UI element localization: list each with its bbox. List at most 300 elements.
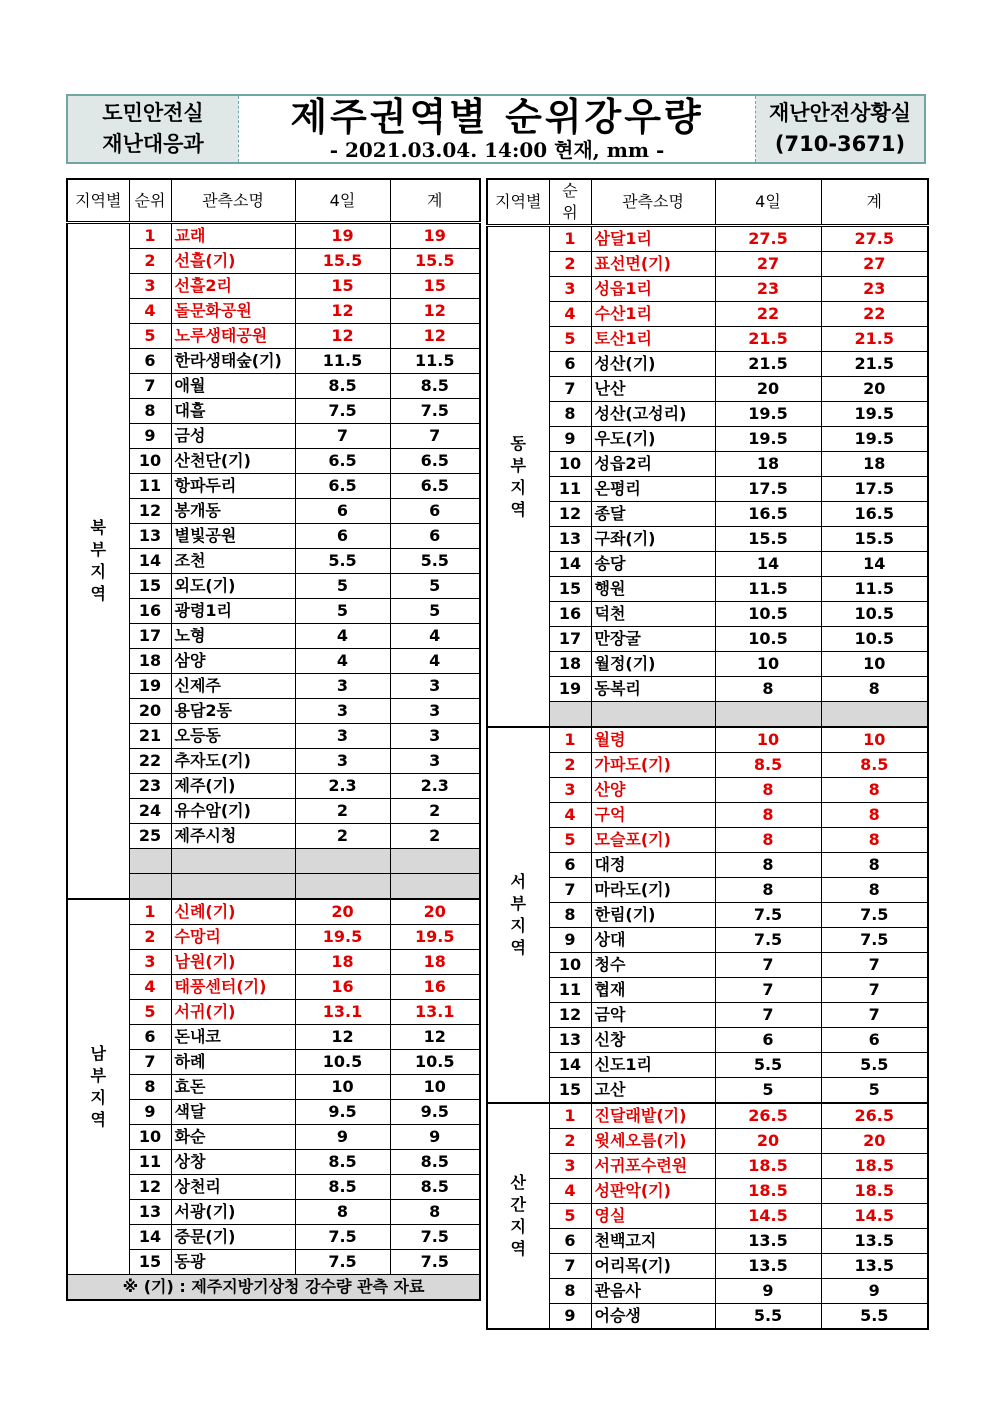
station-name: 어리목(기) [591, 1254, 715, 1279]
total-rainfall: 7.5 [390, 1250, 480, 1275]
department-line1: 도민안전실 [102, 101, 204, 125]
day-rainfall: 10 [715, 652, 821, 677]
total-rainfall: 8 [390, 1200, 480, 1225]
total-rainfall: 20 [821, 377, 928, 402]
station-name: 동광 [171, 1250, 295, 1275]
table-row [487, 1204, 928, 1229]
day-rainfall: 7 [715, 978, 821, 1003]
day-rainfall: 8 [715, 677, 821, 702]
station-name: 우도(기) [591, 427, 715, 452]
station-name: 성산(고성리) [591, 402, 715, 427]
day-rainfall: 19.5 [715, 402, 821, 427]
rank-cell: 11 [129, 1150, 171, 1175]
station-name: 별빛공원 [171, 524, 295, 549]
station-name: 용담2동 [171, 699, 295, 724]
rank-cell: 12 [549, 1003, 591, 1028]
total-rainfall: 7 [821, 953, 928, 978]
day-rainfall: 21.5 [715, 352, 821, 377]
total-rainfall: 21.5 [821, 327, 928, 352]
station-name: 제주(기) [171, 774, 295, 799]
day-rainfall: 7.5 [295, 1225, 390, 1250]
table-row [487, 677, 928, 702]
day-rainfall: 10 [295, 1075, 390, 1100]
table-row [67, 1225, 480, 1250]
rank-cell: 10 [129, 449, 171, 474]
total-rainfall: 26.5 [821, 1103, 928, 1129]
table-row [67, 799, 480, 824]
day-rainfall: 16 [295, 975, 390, 1000]
day-rainfall: 8 [715, 778, 821, 803]
table-row [67, 774, 480, 799]
table-row [487, 377, 928, 402]
empty-cell [715, 702, 821, 728]
day-rainfall: 5.5 [715, 1304, 821, 1330]
empty-cell [171, 874, 295, 900]
rank-cell: 1 [129, 899, 171, 925]
station-name: 추자도(기) [171, 749, 295, 774]
empty-cell [591, 702, 715, 728]
total-rainfall: 14 [821, 552, 928, 577]
table-row [67, 724, 480, 749]
table-row [487, 878, 928, 903]
rank-cell: 2 [129, 249, 171, 274]
table-row [67, 649, 480, 674]
table-row [487, 252, 928, 277]
station-name: 봉개동 [171, 499, 295, 524]
rank-cell: 3 [129, 274, 171, 299]
total-rainfall: 5.5 [821, 1304, 928, 1330]
station-name: 마라도(기) [591, 878, 715, 903]
total-rainfall: 8 [821, 853, 928, 878]
station-name: 돈내코 [171, 1025, 295, 1050]
day-rainfall: 5 [715, 1078, 821, 1104]
day-rainfall: 8 [295, 1200, 390, 1225]
table-row [487, 1304, 928, 1330]
station-name: 고산 [591, 1078, 715, 1104]
total-rainfall: 7 [390, 424, 480, 449]
rank-cell: 24 [129, 799, 171, 824]
day-rainfall: 20 [715, 1129, 821, 1154]
day-rainfall: 9.5 [295, 1100, 390, 1125]
day-rainfall: 15.5 [295, 249, 390, 274]
table-row [67, 699, 480, 724]
rank-cell: 7 [129, 374, 171, 399]
day-rainfall: 3 [295, 724, 390, 749]
contact-block [756, 96, 924, 162]
total-rainfall: 17.5 [821, 477, 928, 502]
day-rainfall: 10.5 [295, 1050, 390, 1075]
station-name: 월령 [591, 727, 715, 753]
day-rainfall: 8 [715, 828, 821, 853]
table-row [487, 803, 928, 828]
rank-cell: 1 [549, 1103, 591, 1129]
total-rainfall: 9 [821, 1279, 928, 1304]
station-name: 돌문화공원 [171, 299, 295, 324]
total-rainfall: 23 [821, 277, 928, 302]
station-name: 신창 [591, 1028, 715, 1053]
table-row [487, 928, 928, 953]
col-region: 지역별 [487, 179, 549, 226]
day-rainfall: 14 [715, 552, 821, 577]
day-rainfall: 6.5 [295, 449, 390, 474]
station-name: 노형 [171, 624, 295, 649]
table-row [487, 1103, 928, 1129]
day-rainfall: 21.5 [715, 327, 821, 352]
station-name: 색달 [171, 1100, 295, 1125]
rank-cell: 15 [129, 574, 171, 599]
total-rainfall: 15 [390, 274, 480, 299]
table-row [487, 978, 928, 1003]
table-row [487, 627, 928, 652]
rank-cell: 12 [549, 502, 591, 527]
station-name: 종달 [591, 502, 715, 527]
rank-cell: 16 [549, 602, 591, 627]
rank-cell: 14 [129, 549, 171, 574]
table-row [487, 302, 928, 327]
table-row [67, 374, 480, 399]
station-name: 대정 [591, 853, 715, 878]
station-name: 삼달1리 [591, 226, 715, 252]
day-rainfall: 13.1 [295, 1000, 390, 1025]
total-rainfall: 22 [821, 302, 928, 327]
day-rainfall: 10 [715, 727, 821, 753]
station-name: 산천단(기) [171, 449, 295, 474]
rank-cell: 18 [549, 652, 591, 677]
blank-row [487, 702, 928, 728]
station-name: 유수암(기) [171, 799, 295, 824]
rank-cell: 15 [549, 577, 591, 602]
col-station: 관측소명 [591, 179, 715, 226]
table-row [67, 574, 480, 599]
table-row [67, 549, 480, 574]
rank-cell: 5 [129, 1000, 171, 1025]
rank-cell: 4 [129, 299, 171, 324]
rank-cell: 6 [549, 853, 591, 878]
region-label-west: 서 부 지 역 [487, 727, 549, 1103]
rank-cell: 17 [129, 624, 171, 649]
contact-phone: (710-3671) [774, 132, 906, 156]
station-name: 가파도(기) [591, 753, 715, 778]
table-row [487, 1279, 928, 1304]
rank-cell: 2 [549, 1129, 591, 1154]
table-row [487, 903, 928, 928]
rank-cell: 13 [549, 1028, 591, 1053]
station-name: 조천 [171, 549, 295, 574]
total-rainfall: 7 [821, 1003, 928, 1028]
empty-cell [390, 874, 480, 900]
total-rainfall: 7.5 [821, 928, 928, 953]
total-rainfall: 10.5 [821, 602, 928, 627]
col-station: 관측소명 [171, 179, 295, 223]
right-rainfall-table [486, 178, 929, 1330]
station-name: 관음사 [591, 1279, 715, 1304]
table-row [67, 674, 480, 699]
day-rainfall: 11.5 [295, 349, 390, 374]
day-rainfall: 3 [295, 749, 390, 774]
rank-cell: 7 [549, 1254, 591, 1279]
total-rainfall: 8.5 [390, 374, 480, 399]
day-rainfall: 16.5 [715, 502, 821, 527]
day-rainfall: 11.5 [715, 577, 821, 602]
rank-cell: 16 [129, 599, 171, 624]
table-row [487, 402, 928, 427]
table-row [487, 502, 928, 527]
day-rainfall: 9 [715, 1279, 821, 1304]
station-name: 성산(기) [591, 352, 715, 377]
station-name: 성읍1리 [591, 277, 715, 302]
rank-cell: 10 [549, 452, 591, 477]
day-rainfall: 3 [295, 674, 390, 699]
rank-cell: 9 [129, 424, 171, 449]
rank-cell: 4 [549, 803, 591, 828]
day-rainfall: 7.5 [715, 928, 821, 953]
station-name: 노루생태공원 [171, 324, 295, 349]
station-name: 수망리 [171, 925, 295, 950]
day-rainfall: 8.5 [715, 753, 821, 778]
day-rainfall: 7 [715, 953, 821, 978]
table-row [67, 449, 480, 474]
total-rainfall: 8.5 [390, 1175, 480, 1200]
empty-cell [171, 849, 295, 874]
rank-cell: 8 [549, 402, 591, 427]
total-rainfall: 7.5 [390, 1225, 480, 1250]
left-rainfall-table [66, 178, 481, 1301]
day-rainfall: 18 [295, 950, 390, 975]
station-name: 선흘(기) [171, 249, 295, 274]
table-row [487, 427, 928, 452]
table-row [67, 499, 480, 524]
station-name: 교래 [171, 223, 295, 249]
table-row [67, 950, 480, 975]
total-rainfall: 16 [390, 975, 480, 1000]
total-rainfall: 16.5 [821, 502, 928, 527]
total-rainfall: 18 [390, 950, 480, 975]
total-rainfall: 8 [821, 677, 928, 702]
station-name: 표선면(기) [591, 252, 715, 277]
station-name: 신도1리 [591, 1053, 715, 1078]
region-label-north: 북 부 지 역 [67, 223, 129, 900]
rank-cell: 10 [549, 953, 591, 978]
table-row [487, 527, 928, 552]
station-name: 광령1리 [171, 599, 295, 624]
day-rainfall: 20 [715, 377, 821, 402]
station-name: 신제주 [171, 674, 295, 699]
day-rainfall: 8.5 [295, 1150, 390, 1175]
day-rainfall: 15 [295, 274, 390, 299]
rank-cell: 14 [129, 1225, 171, 1250]
rank-cell: 25 [129, 824, 171, 849]
total-rainfall: 18 [821, 452, 928, 477]
empty-cell [549, 702, 591, 728]
station-name: 서귀포수련원 [591, 1154, 715, 1179]
total-rainfall: 5.5 [390, 549, 480, 574]
day-rainfall: 18.5 [715, 1154, 821, 1179]
station-name: 외도(기) [171, 574, 295, 599]
total-rainfall: 13.1 [390, 1000, 480, 1025]
total-rainfall: 4 [390, 649, 480, 674]
station-name: 구억 [591, 803, 715, 828]
station-name: 오등동 [171, 724, 295, 749]
total-rainfall: 5 [390, 599, 480, 624]
table-row [487, 778, 928, 803]
day-rainfall: 7.5 [295, 399, 390, 424]
day-rainfall: 8.5 [295, 374, 390, 399]
day-rainfall: 27.5 [715, 226, 821, 252]
table-row [67, 599, 480, 624]
day-rainfall: 14.5 [715, 1204, 821, 1229]
day-rainfall: 7.5 [295, 1250, 390, 1275]
table-row [67, 1025, 480, 1050]
table-row [67, 399, 480, 424]
table-row [487, 953, 928, 978]
rank-cell: 12 [129, 499, 171, 524]
table-row [67, 1075, 480, 1100]
title-block [238, 96, 756, 162]
rank-cell: 2 [129, 925, 171, 950]
empty-cell [295, 849, 390, 874]
table-row [487, 652, 928, 677]
day-rainfall: 12 [295, 299, 390, 324]
station-name: 송당 [591, 552, 715, 577]
total-rainfall: 2.3 [390, 774, 480, 799]
rank-cell: 13 [129, 1200, 171, 1225]
total-rainfall: 18.5 [821, 1154, 928, 1179]
rank-cell: 17 [549, 627, 591, 652]
total-rainfall: 8 [821, 878, 928, 903]
empty-cell [390, 849, 480, 874]
total-rainfall: 8 [821, 803, 928, 828]
station-name: 산양 [591, 778, 715, 803]
rank-cell: 1 [549, 727, 591, 753]
day-rainfall: 8 [715, 803, 821, 828]
station-name: 한라생태숲(기) [171, 349, 295, 374]
total-rainfall: 15.5 [821, 527, 928, 552]
station-name: 효돈 [171, 1075, 295, 1100]
department-block [68, 96, 238, 162]
table-row [67, 975, 480, 1000]
table-row [487, 577, 928, 602]
total-rainfall: 6 [390, 499, 480, 524]
rank-cell: 11 [549, 978, 591, 1003]
day-rainfall: 5.5 [715, 1053, 821, 1078]
day-rainfall: 13.5 [715, 1254, 821, 1279]
total-rainfall: 15.5 [390, 249, 480, 274]
table-row [487, 753, 928, 778]
station-name: 상대 [591, 928, 715, 953]
total-rainfall: 19.5 [821, 402, 928, 427]
rank-cell: 10 [129, 1125, 171, 1150]
total-rainfall: 12 [390, 299, 480, 324]
department-line2: 재난대응과 [102, 132, 204, 156]
station-name: 남원(기) [171, 950, 295, 975]
total-rainfall: 8.5 [390, 1150, 480, 1175]
rank-cell: 8 [549, 1279, 591, 1304]
rank-cell: 6 [129, 349, 171, 374]
station-name: 대흘 [171, 399, 295, 424]
station-name: 모슬포(기) [591, 828, 715, 853]
table-row [487, 1229, 928, 1254]
station-name: 애월 [171, 374, 295, 399]
day-rainfall: 3 [295, 699, 390, 724]
table-row [487, 1003, 928, 1028]
table-row [67, 749, 480, 774]
station-name: 청수 [591, 953, 715, 978]
rank-cell: 6 [549, 1229, 591, 1254]
total-rainfall: 6.5 [390, 449, 480, 474]
table-row [67, 824, 480, 849]
station-name: 항파두리 [171, 474, 295, 499]
table-row [487, 1078, 928, 1104]
day-rainfall: 19.5 [295, 925, 390, 950]
total-rainfall: 2 [390, 824, 480, 849]
total-rainfall: 7.5 [390, 399, 480, 424]
col-rank: 순위 [129, 179, 171, 223]
total-rainfall: 6.5 [390, 474, 480, 499]
day-rainfall: 8.5 [295, 1175, 390, 1200]
col-day: 4일 [295, 179, 390, 223]
total-rainfall: 5 [821, 1078, 928, 1104]
table-row [67, 1100, 480, 1125]
station-name: 행원 [591, 577, 715, 602]
table-row [487, 727, 928, 753]
station-name: 서광(기) [171, 1200, 295, 1225]
station-name: 상천리 [171, 1175, 295, 1200]
station-name: 서귀(기) [171, 1000, 295, 1025]
rank-cell: 1 [549, 226, 591, 252]
blank-row [67, 874, 480, 900]
total-rainfall: 20 [390, 899, 480, 925]
total-rainfall: 27 [821, 252, 928, 277]
total-rainfall: 5 [390, 574, 480, 599]
rank-cell: 13 [129, 524, 171, 549]
station-name: 만장굴 [591, 627, 715, 652]
station-name: 화순 [171, 1125, 295, 1150]
rank-cell: 9 [549, 928, 591, 953]
table-row [487, 552, 928, 577]
rank-cell: 2 [549, 753, 591, 778]
total-rainfall: 6 [821, 1028, 928, 1053]
table-row [67, 424, 480, 449]
table-row [67, 1250, 480, 1275]
station-name: 구좌(기) [591, 527, 715, 552]
col-total: 계 [390, 179, 480, 223]
day-rainfall: 4 [295, 624, 390, 649]
station-name: 중문(기) [171, 1225, 295, 1250]
rank-cell: 19 [129, 674, 171, 699]
day-rainfall: 18.5 [715, 1179, 821, 1204]
rank-cell: 2 [549, 252, 591, 277]
total-rainfall: 3 [390, 674, 480, 699]
table-row [487, 1154, 928, 1179]
rank-cell: 23 [129, 774, 171, 799]
total-rainfall: 11.5 [390, 349, 480, 374]
day-rainfall: 4 [295, 649, 390, 674]
col-total: 계 [821, 179, 928, 226]
station-name: 수산1리 [591, 302, 715, 327]
total-rainfall: 8 [821, 828, 928, 853]
table-row [67, 324, 480, 349]
day-rainfall: 19 [295, 223, 390, 249]
rank-cell: 3 [549, 277, 591, 302]
report-subtitle: - 2021.03.04. 14:00 현재, mm - [329, 138, 665, 162]
day-rainfall: 6 [295, 524, 390, 549]
station-name: 진달래밭(기) [591, 1103, 715, 1129]
station-name: 태풍센터(기) [171, 975, 295, 1000]
table-row [67, 274, 480, 299]
table-row [67, 1125, 480, 1150]
day-rainfall: 19.5 [715, 427, 821, 452]
station-name: 삼양 [171, 649, 295, 674]
